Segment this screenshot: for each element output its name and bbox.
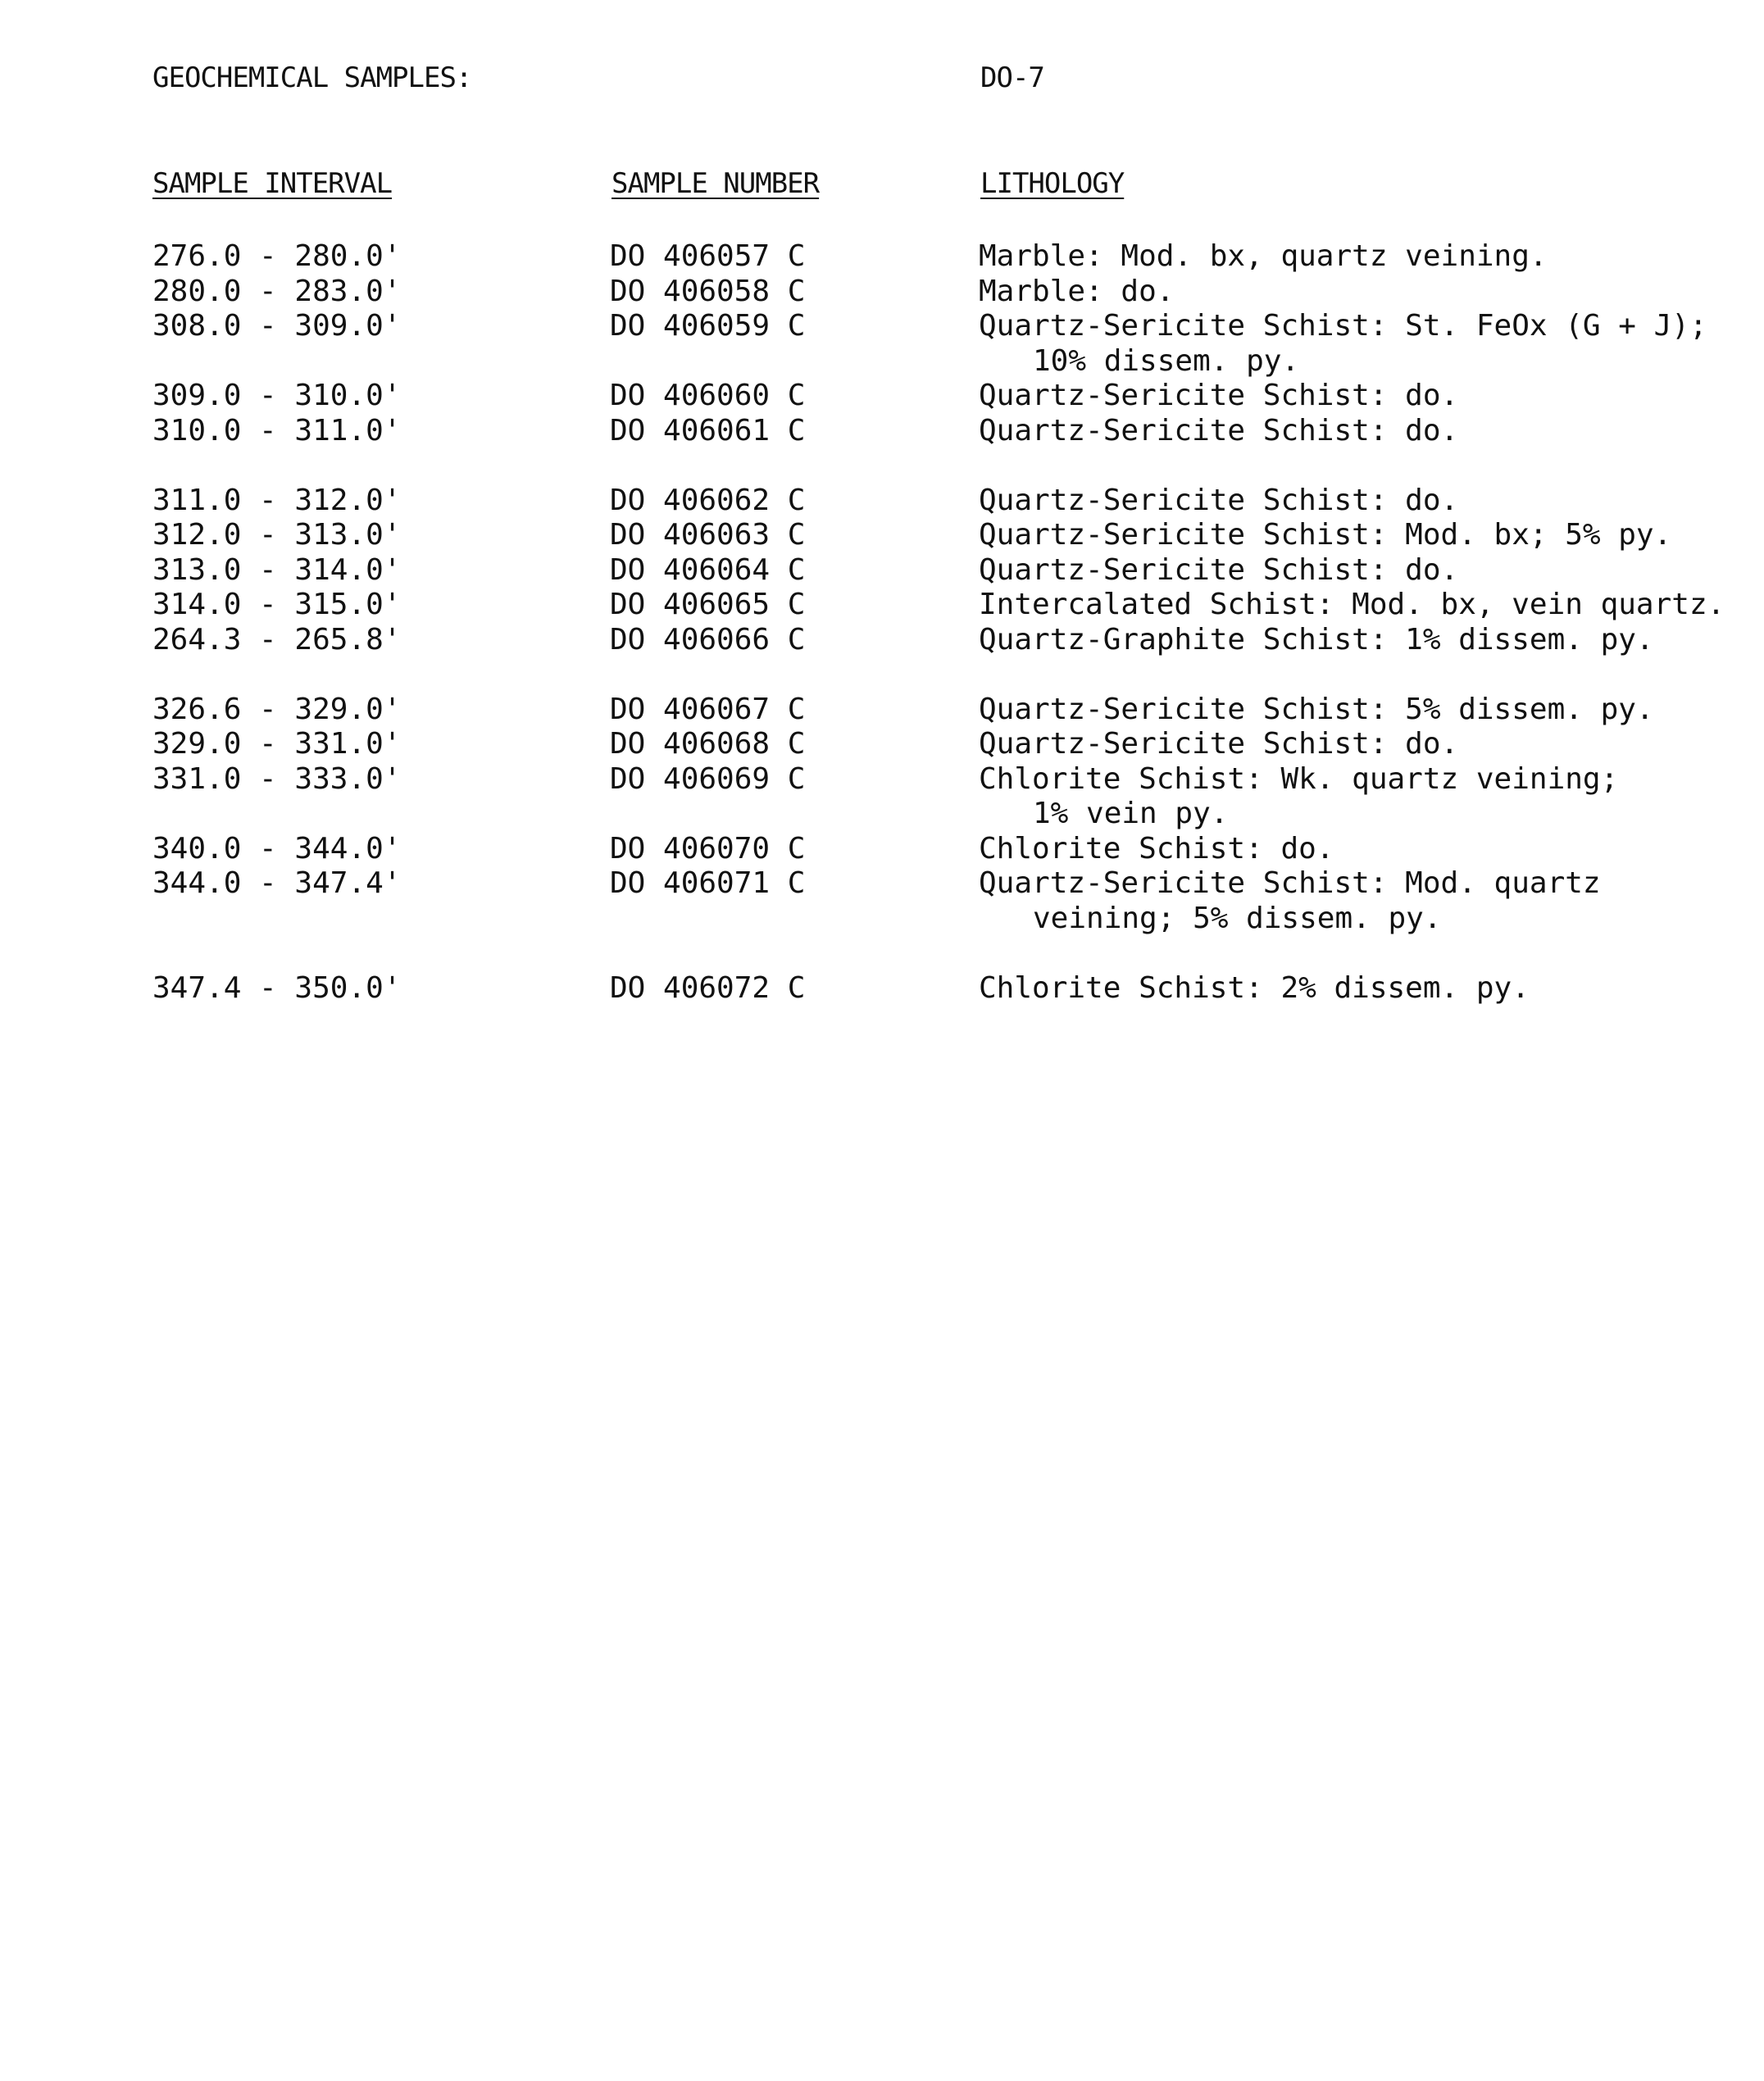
sample-number: DO 406057 C [610, 239, 806, 273]
lithology [979, 414, 1749, 449]
sample-interval: 344.0 - 347.4' [152, 866, 402, 900]
lithology-line: Quartz-Sericite Schist: St. FeOx (G + J); [979, 309, 1707, 343]
sample-interval: 326.6 - 329.0' [152, 692, 402, 726]
sample-number: DO 406061 C [610, 413, 806, 448]
sample-interval: 308.0 - 309.0' [152, 309, 402, 343]
lithology [979, 727, 1749, 762]
table-row [0, 309, 1764, 379]
lithology-line: Chlorite Schist: Wk. quartz veining; [979, 761, 1619, 796]
lithology-line: Chlorite Schist: do. [979, 831, 1334, 866]
lithology-line: Quartz-Sericite Schist: 5% dissem. py. [979, 692, 1654, 726]
sample-number: DO 406064 C [610, 552, 806, 587]
lithology-line: Chlorite Schist: 2% dissem. py. [979, 970, 1530, 1005]
lithology [979, 832, 1749, 867]
sample-interval: 347.4 - 350.0' [152, 970, 402, 1005]
lithology-line: Quartz-Sericite Schist: do. [979, 552, 1459, 587]
table-row [0, 414, 1764, 449]
sample-interval: 340.0 - 344.0' [152, 831, 402, 866]
lithology [979, 484, 1749, 519]
sample-interval: 314.0 - 315.0' [152, 588, 402, 621]
sample-number: DO 406059 C [610, 309, 806, 343]
lithology [979, 239, 1749, 275]
lithology-line: Intercalated Schist: Mod. bx, vein quartz. [979, 588, 1725, 621]
column-header-sample-number: SAMPLE NUMBER [611, 167, 820, 200]
sample-number: DO 406071 C [610, 866, 806, 900]
table-row [0, 623, 1764, 658]
sample-interval: 280.0 - 283.0' [152, 274, 402, 308]
sample-interval: 276.0 - 280.0' [152, 239, 402, 273]
sample-interval: 310.0 - 311.0' [152, 413, 402, 448]
sample-number: DO 406069 C [610, 761, 806, 796]
table-row [0, 518, 1764, 553]
sample-interval: 313.0 - 314.0' [152, 552, 402, 587]
lithology-line: Quartz-Sericite Schist: do. [979, 483, 1459, 517]
table-row [0, 275, 1764, 310]
sample-number: DO 406072 C [610, 970, 806, 1005]
lithology-line: Quartz-Sericite Schist: do. [979, 379, 1459, 412]
lithology-line: Quartz-Sericite Schist: Mod. bx; 5% py. [979, 518, 1672, 552]
lithology-continuation: veining; 5% dissem. py. [1033, 901, 1442, 935]
table-row [0, 588, 1764, 623]
lithology [979, 309, 1749, 379]
table-row [0, 762, 1764, 832]
column-header-lithology: LITHOLOGY [980, 167, 1125, 200]
sample-interval: 264.3 - 265.8' [152, 622, 402, 657]
sample-number: DO 406060 C [610, 379, 806, 412]
sample-number: DO 406067 C [610, 692, 806, 726]
sample-interval: 311.0 - 312.0' [152, 483, 402, 517]
table-row [0, 971, 1764, 1006]
lithology [979, 866, 1749, 936]
lithology-continuation: 10% dissem. py. [1033, 343, 1300, 378]
sample-table [0, 239, 1764, 1006]
lithology-line: Quartz-Sericite Schist: do. [979, 413, 1459, 448]
table-row [0, 239, 1764, 275]
column-header-sample-interval: SAMPLE INTERVAL [152, 167, 393, 200]
sample-interval: 329.0 - 331.0' [152, 727, 402, 761]
lithology [979, 518, 1749, 553]
lithology [979, 762, 1749, 832]
sample-number: DO 406058 C [610, 274, 806, 308]
table-row [0, 553, 1764, 588]
sample-number: DO 406063 C [610, 518, 806, 552]
hole-id: DO-7 [980, 61, 1044, 94]
sample-number: DO 406062 C [610, 483, 806, 517]
table-row [0, 866, 1764, 936]
sample-number: DO 406066 C [610, 622, 806, 657]
document-title: GEOCHEMICAL SAMPLES: [152, 61, 472, 94]
table-row [0, 832, 1764, 867]
sample-interval: 312.0 - 313.0' [152, 518, 402, 552]
sample-number: DO 406065 C [610, 588, 806, 621]
sample-number: DO 406068 C [610, 727, 806, 761]
lithology [979, 275, 1749, 310]
lithology-line: Quartz-Sericite Schist: Mod. quartz [979, 866, 1601, 900]
lithology-continuation: 1% vein py. [1033, 797, 1229, 830]
lithology [979, 588, 1749, 623]
sample-interval: 309.0 - 310.0' [152, 379, 402, 412]
table-row [0, 693, 1764, 728]
lithology [979, 693, 1749, 728]
lithology [979, 379, 1749, 414]
lithology-line: Marble: Mod. bx, quartz veining. [979, 239, 1548, 273]
lithology [979, 623, 1749, 658]
lithology-line: Quartz-Sericite Schist: do. [979, 727, 1459, 761]
table-row [0, 484, 1764, 519]
sample-interval: 331.0 - 333.0' [152, 761, 402, 796]
sample-number: DO 406070 C [610, 831, 806, 866]
table-row [0, 379, 1764, 414]
lithology-line: Marble: do. [979, 274, 1175, 308]
lithology-line: Quartz-Graphite Schist: 1% dissem. py. [979, 622, 1654, 657]
lithology [979, 971, 1749, 1006]
lithology [979, 553, 1749, 588]
table-row [0, 727, 1764, 762]
